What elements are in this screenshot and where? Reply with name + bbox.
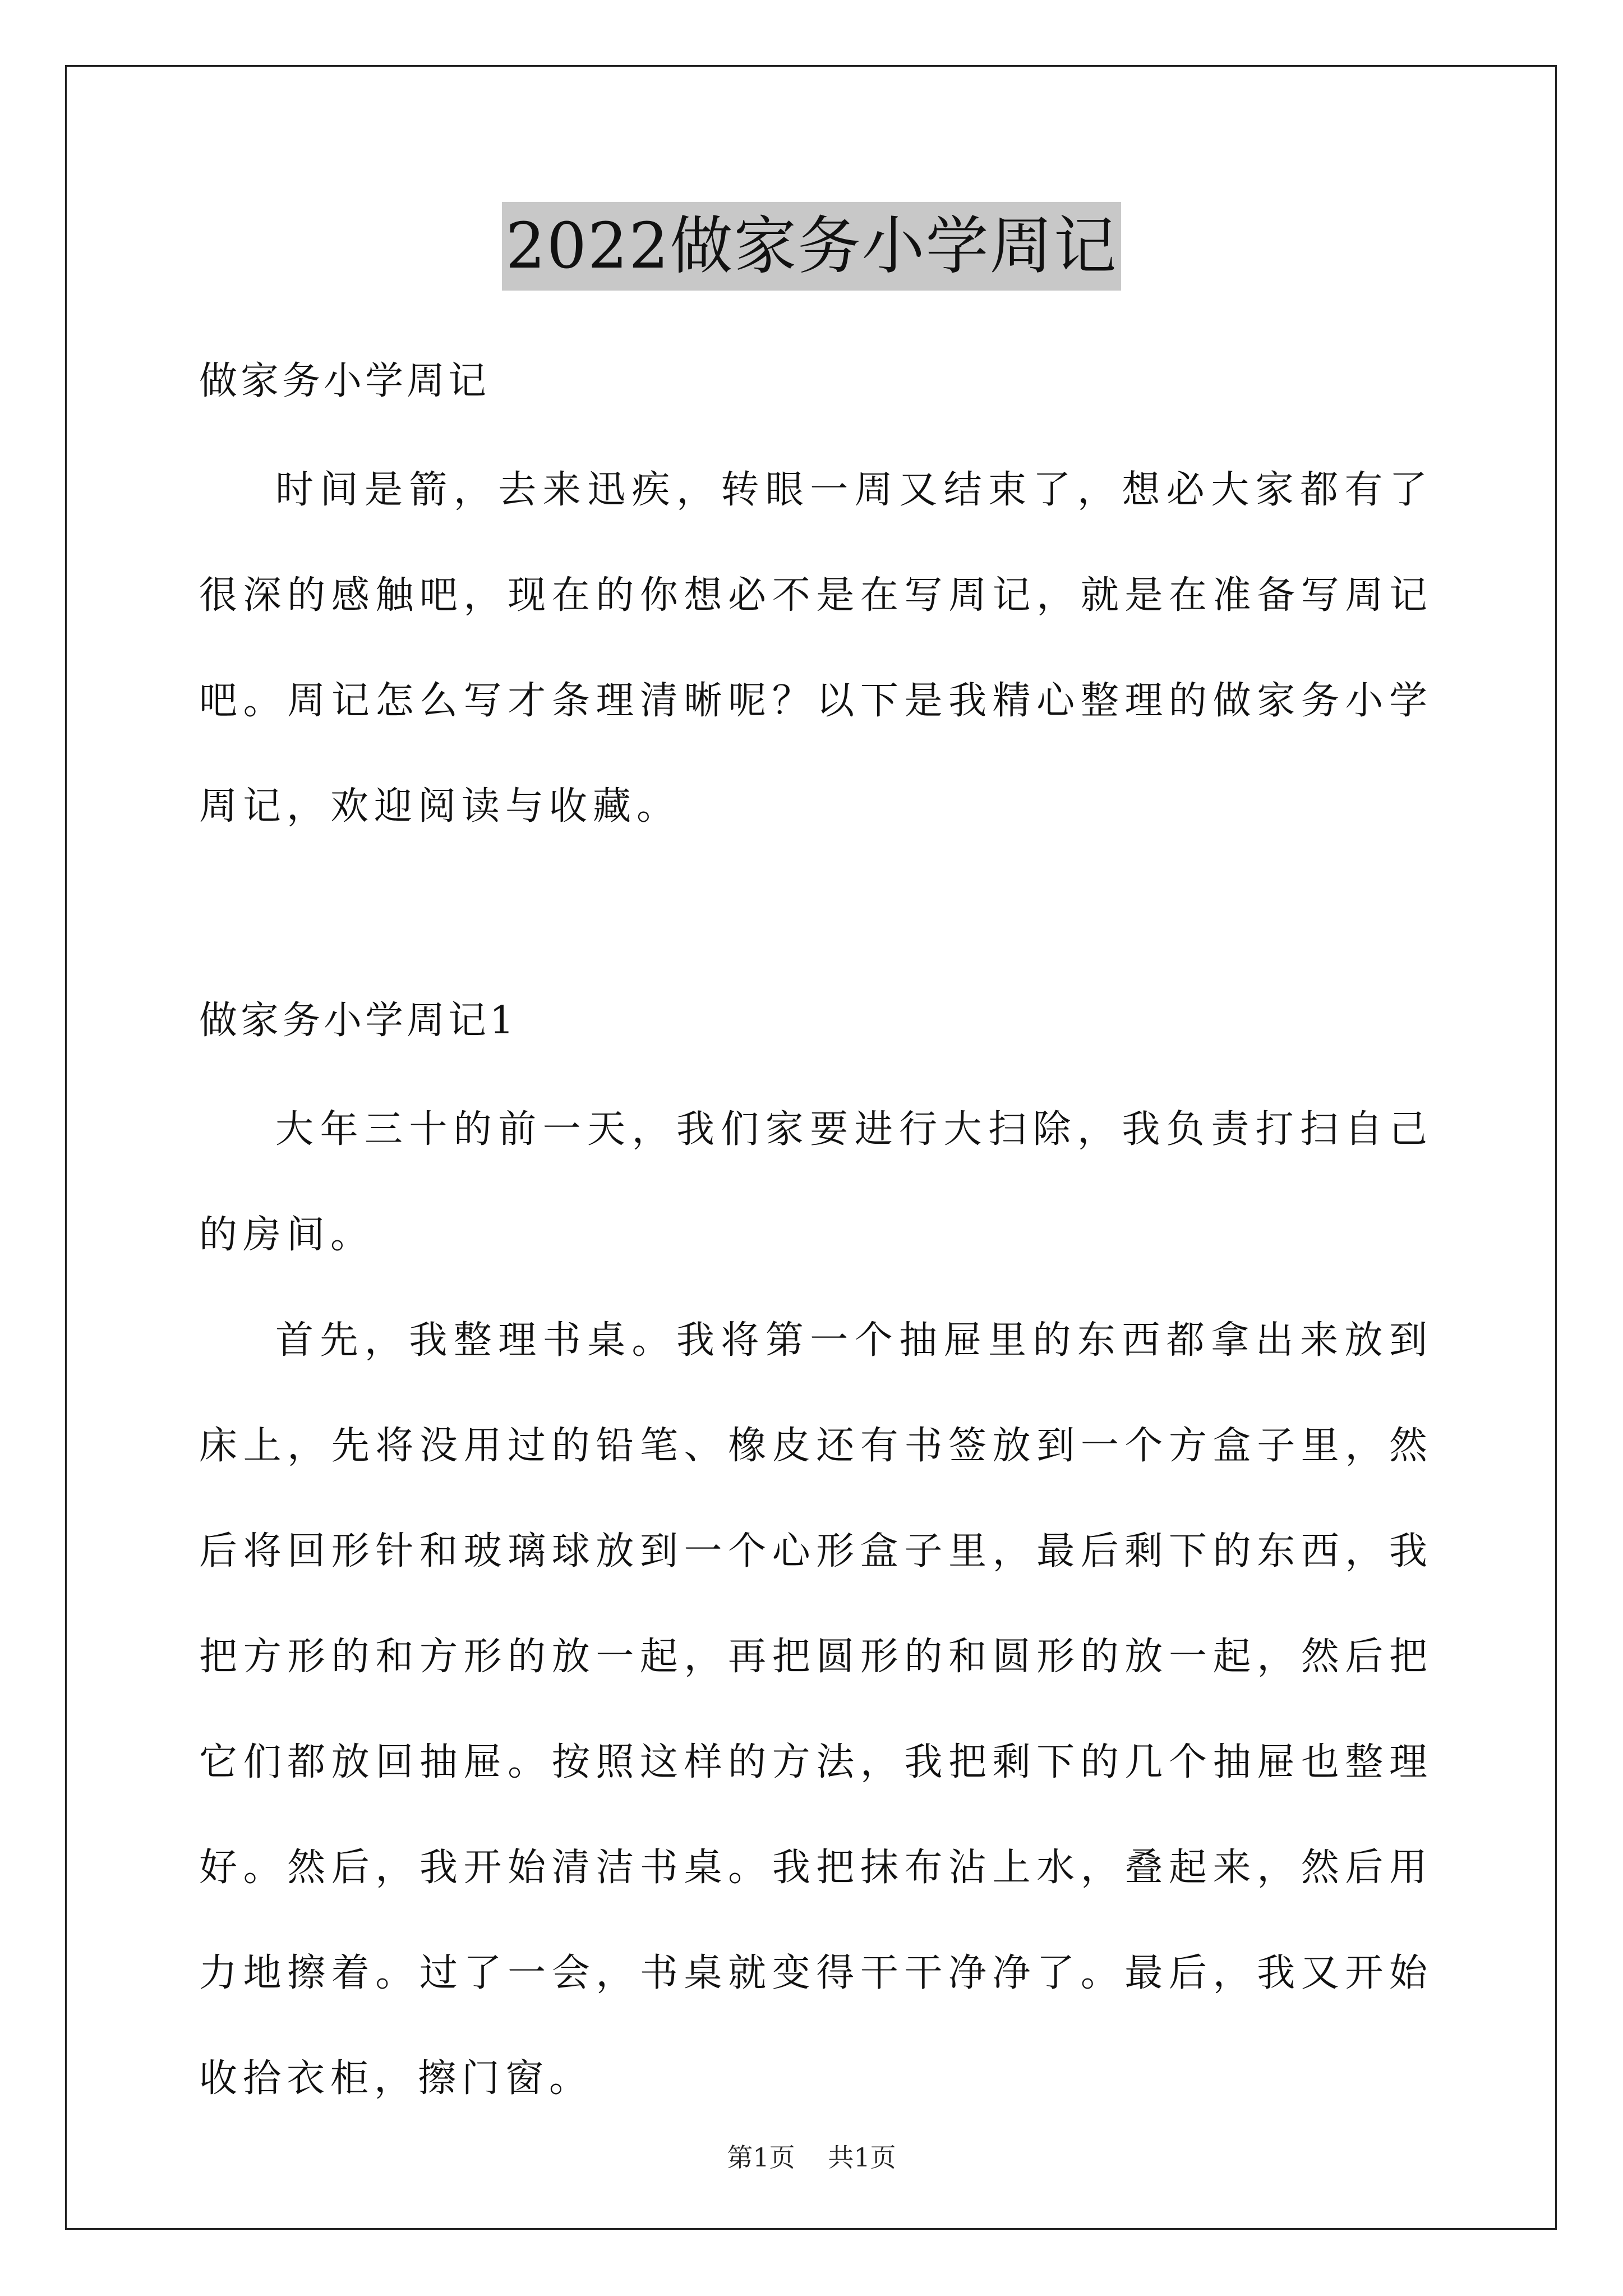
document-title: 2022做家务小学周记 <box>502 202 1121 291</box>
title-container <box>0 202 1623 291</box>
section-1-paragraph-1: 大年三十的前一天，我们家要进行大扫除，我负责打扫自己的房间。 <box>199 1107 1433 1257</box>
page-footer <box>0 2137 1623 2174</box>
section-1-paragraph-2: 首先，我整理书桌。我将第一个抽屉里的东西都拿出来放到床上，先将没用过的铅笔、橡皮还有书签放到一个方盒子里，然后将回形针和玻璃球放到一个心形盒子里，最后剩下的东西，我把方形的和方形的放一起，再把圆形的和圆形的放一起，然后把它们都放回抽屉。按照这样的方法，我把剩下的几个抽屉也整理好。然后，我开始清洁书桌。我把抹布沾上水，叠起来，然后用力地擦着。过了一会，书桌就变得干干净净了。最后，我又开始收拾衣柜，擦门窗。 <box>199 1318 1433 2101</box>
section-1-heading: 做家务小学周记1 <box>199 999 518 1043</box>
page-number-total: 共1页 <box>828 2142 896 2173</box>
intro-paragraph: 时间是箭，去来迅疾，转眼一周又结束了，想必大家都有了很深的感触吧，现在的你想必不是在写周记，就是在准备写周记吧。周记怎么写才条理清晰呢？以下是我精心整理的做家务小学周记，欢迎阅读与收藏。 <box>199 468 1433 829</box>
document-subtitle: 做家务小学周记 <box>199 359 490 403</box>
page-number-current: 第1页 <box>727 2142 795 2173</box>
